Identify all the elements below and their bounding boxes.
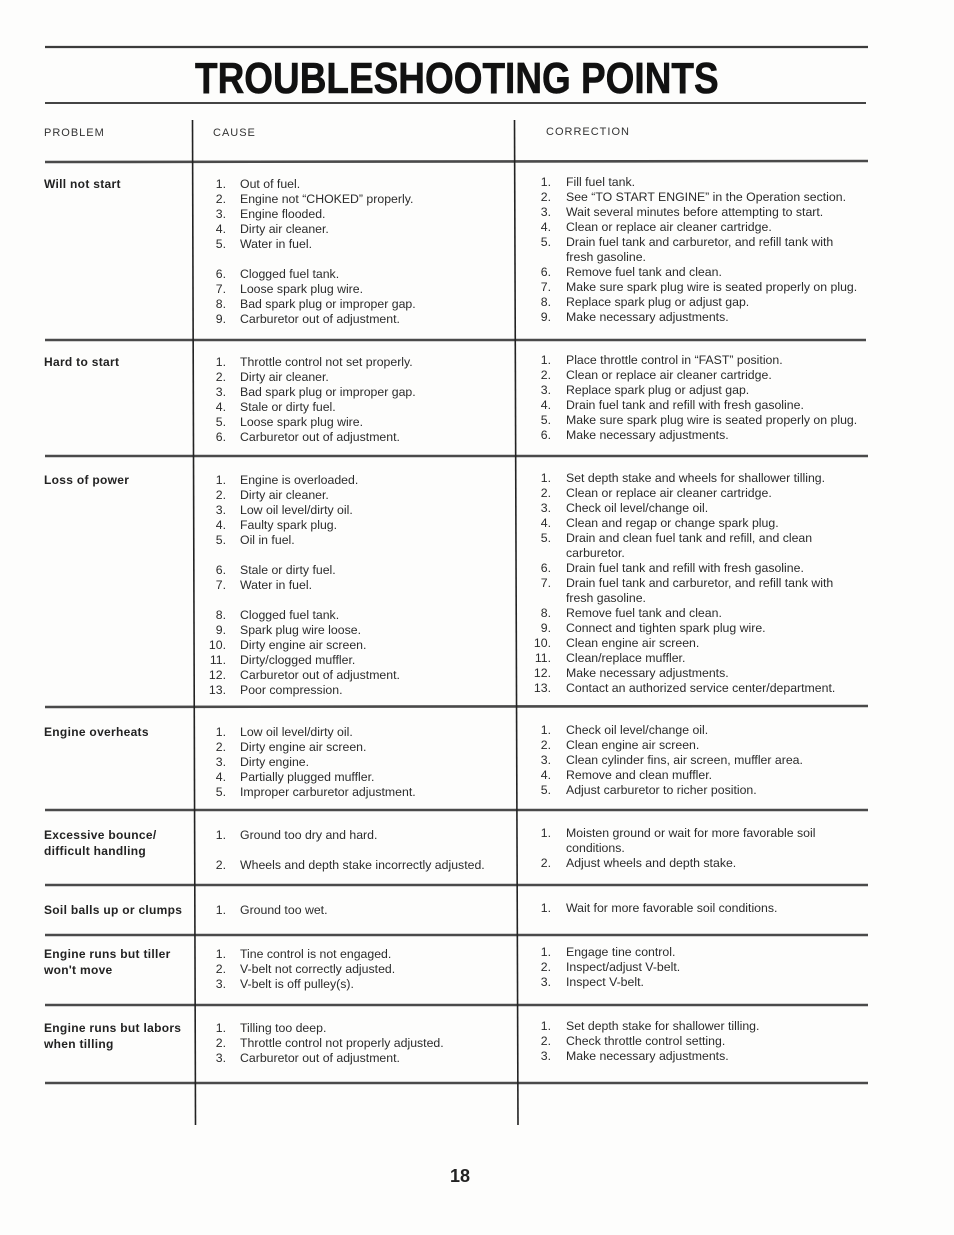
cause-text bbox=[226, 740, 510, 755]
column-header-problem: PROBLEM bbox=[44, 127, 105, 139]
correction-number: 1. bbox=[540, 175, 551, 189]
cause-number: 5. bbox=[215, 785, 226, 799]
cause-text-line: Partially plugged muffler. bbox=[240, 770, 375, 784]
cause-number: 1. bbox=[215, 828, 226, 842]
correction-text bbox=[551, 235, 868, 265]
cause-text-line: Bad spark plug or improper gap. bbox=[240, 297, 416, 311]
cause-text-line: Spark plug wire loose. bbox=[240, 623, 361, 637]
cause-number: 1. bbox=[215, 947, 226, 961]
cause-number: 1. bbox=[215, 1021, 226, 1035]
cause-number: 4. bbox=[215, 222, 226, 236]
correction-number: 13. bbox=[533, 681, 551, 695]
cause-text-line: Poor compression. bbox=[240, 683, 343, 697]
correction-text bbox=[551, 486, 868, 501]
cause-text bbox=[226, 282, 510, 297]
cause-number: 1. bbox=[215, 903, 226, 917]
page-number: 18 bbox=[449, 1166, 471, 1186]
cause-number: 2. bbox=[215, 740, 226, 754]
correction-text-line: Drain and clean fuel tank and refill, and clean bbox=[566, 531, 813, 545]
cause-number: 5. bbox=[215, 533, 226, 547]
correction-number: 11. bbox=[534, 651, 551, 665]
correction-number: 8. bbox=[540, 606, 551, 620]
correction-text-line: Check oil level/change oil. bbox=[566, 723, 709, 737]
problem-text: Excessive bounce/ bbox=[44, 828, 157, 842]
cause-text bbox=[226, 947, 510, 962]
correction-text-line: Set depth stake for shallower tilling. bbox=[566, 1019, 760, 1033]
problem-label bbox=[44, 355, 192, 371]
cause-text bbox=[226, 725, 510, 740]
correction-text bbox=[551, 960, 868, 975]
cause-number: 1. bbox=[215, 355, 226, 369]
cause-text-line: Ground too wet. bbox=[240, 903, 328, 917]
cause-text-line: Engine is overloaded. bbox=[240, 473, 359, 487]
correction-text bbox=[551, 398, 868, 413]
correction-text bbox=[551, 220, 868, 235]
cause-number: 4. bbox=[215, 400, 226, 414]
cause-text bbox=[226, 1021, 510, 1036]
problem-text: when tilling bbox=[44, 1036, 114, 1051]
cause-text-line: Stale or dirty fuel. bbox=[240, 400, 336, 414]
correction-text bbox=[551, 768, 868, 783]
correction-number: 3. bbox=[540, 975, 551, 989]
correction-text-line: Adjust wheels and depth stake. bbox=[566, 856, 737, 870]
cause-number: 3. bbox=[215, 207, 226, 221]
correction-text bbox=[551, 1034, 868, 1049]
correction-text-line: Drain fuel tank and refill with fresh gasoline. bbox=[566, 398, 804, 412]
cause-text-line: Tine control is not engaged. bbox=[240, 947, 392, 961]
cause-text bbox=[226, 770, 510, 785]
cause-number: 6. bbox=[215, 430, 226, 444]
cause-number: 7. bbox=[215, 282, 226, 296]
cause-number: 2. bbox=[215, 370, 226, 384]
cause-number: 3. bbox=[215, 977, 226, 991]
problem-text: Engine overheats bbox=[44, 725, 149, 739]
cause-text-line: Carburetor out of adjustment. bbox=[240, 312, 400, 326]
cause-text bbox=[226, 370, 510, 385]
cause-number: 9. bbox=[215, 312, 226, 326]
correction-text-line: Make necessary adjustments. bbox=[566, 428, 729, 442]
correction-number: 5. bbox=[540, 235, 551, 249]
correction-text bbox=[551, 205, 868, 220]
correction-text-line: carburetor. bbox=[566, 546, 625, 560]
correction-text bbox=[551, 501, 868, 516]
cause-text bbox=[226, 755, 510, 770]
correction-number: 2. bbox=[540, 486, 551, 500]
cause-text-line: Out of fuel. bbox=[240, 177, 301, 191]
correction-text bbox=[551, 975, 868, 990]
cause-text bbox=[226, 858, 510, 873]
cause-correction-list bbox=[196, 355, 868, 445]
problem-text: Will not start bbox=[44, 177, 121, 191]
correction-text bbox=[551, 265, 868, 280]
correction-number: 2. bbox=[540, 738, 551, 752]
correction-text-line: Clean engine air screen. bbox=[566, 636, 700, 650]
correction-text bbox=[551, 190, 868, 205]
cause-number: 2. bbox=[215, 962, 226, 976]
correction-text bbox=[551, 413, 868, 428]
correction-text bbox=[551, 1019, 868, 1034]
correction-text-line: Clean/replace muffler. bbox=[566, 651, 686, 665]
column-header-cause: CAUSE bbox=[213, 127, 256, 139]
cause-text bbox=[226, 1051, 510, 1066]
problem-text: won't move bbox=[44, 962, 113, 977]
cause-text-line: Throttle control not properly adjusted. bbox=[240, 1036, 444, 1050]
correction-number: 1. bbox=[540, 826, 551, 840]
correction-number: 5. bbox=[540, 531, 551, 545]
correction-number: 1. bbox=[540, 723, 551, 737]
cause-number: 1. bbox=[215, 725, 226, 739]
correction-number: 10. bbox=[533, 636, 551, 650]
correction-number: 2. bbox=[540, 1034, 551, 1048]
correction-text bbox=[551, 826, 868, 856]
cause-number: 8. bbox=[215, 608, 226, 622]
correction-text-line: Drain fuel tank and carburetor, and refill tank with bbox=[566, 576, 834, 590]
correction-number: 1. bbox=[540, 1019, 551, 1033]
cause-text bbox=[226, 962, 510, 977]
cause-text bbox=[226, 355, 510, 370]
cause-text bbox=[226, 653, 510, 668]
cause-number: 3. bbox=[215, 503, 226, 517]
cause-text-line: Dirty/clogged muffler. bbox=[240, 653, 356, 667]
correction-text-line: Adjust carburetor to richer position. bbox=[566, 783, 757, 797]
correction-text bbox=[551, 368, 868, 383]
cause-text-line: Dirty air cleaner. bbox=[240, 370, 329, 384]
column-header-correction: CORRECTION bbox=[546, 126, 630, 138]
correction-text bbox=[551, 636, 868, 651]
cause-text bbox=[226, 503, 510, 518]
correction-text-line: Remove fuel tank and clean. bbox=[566, 606, 722, 620]
cause-text-line: Wheels and depth stake incorrectly adjusted. bbox=[240, 858, 485, 872]
page-title: TROUBLESHOOTING POINTS bbox=[195, 54, 719, 103]
problem-text: Engine runs but tiller bbox=[44, 947, 171, 961]
correction-text bbox=[551, 738, 868, 753]
cause-number: 4. bbox=[215, 518, 226, 532]
cause-number: 12. bbox=[208, 668, 226, 682]
cause-number: 11. bbox=[209, 653, 226, 667]
correction-number: 7. bbox=[540, 576, 551, 590]
problem-label bbox=[44, 947, 192, 978]
cause-number: 2. bbox=[215, 192, 226, 206]
correction-number: 4. bbox=[540, 220, 551, 234]
correction-text-line: Remove and clean muffler. bbox=[566, 768, 713, 782]
cause-correction-list bbox=[196, 1021, 868, 1066]
cause-text bbox=[226, 623, 510, 638]
correction-number: 6. bbox=[540, 561, 551, 575]
correction-number: 2. bbox=[540, 368, 551, 382]
correction-text-line: Clean or replace air cleaner cartridge. bbox=[566, 220, 772, 234]
correction-text bbox=[551, 471, 868, 486]
cause-text bbox=[226, 267, 510, 282]
cause-text-line: Engine flooded. bbox=[240, 207, 326, 221]
correction-text bbox=[551, 516, 868, 531]
correction-text-line: Drain fuel tank and carburetor, and refill tank with bbox=[566, 235, 834, 249]
correction-text bbox=[551, 945, 868, 960]
correction-text-line: Clean and regap or change spark plug. bbox=[566, 516, 779, 530]
cause-text bbox=[226, 683, 510, 698]
cause-correction-list bbox=[196, 725, 868, 800]
cause-text bbox=[226, 578, 510, 608]
correction-text bbox=[551, 753, 868, 768]
cause-text-line: Oil in fuel. bbox=[240, 533, 295, 547]
correction-number: 1. bbox=[540, 901, 551, 915]
correction-text bbox=[551, 901, 868, 916]
correction-text bbox=[551, 175, 868, 190]
cause-text bbox=[226, 638, 510, 653]
cause-number: 4. bbox=[215, 770, 226, 784]
cause-text-line: Dirty engine air screen. bbox=[240, 740, 367, 754]
cause-text-line: Ground too dry and hard. bbox=[240, 828, 378, 842]
correction-text-line: Clean engine air screen. bbox=[566, 738, 700, 752]
cause-number: 7. bbox=[215, 578, 226, 592]
correction-text-line: Contact an authorized service center/department. bbox=[566, 681, 836, 695]
correction-number: 1. bbox=[540, 945, 551, 959]
cause-text bbox=[226, 608, 510, 623]
problem-label bbox=[44, 1021, 192, 1052]
cause-text-line: Bad spark plug or improper gap. bbox=[240, 385, 416, 399]
cause-text bbox=[226, 297, 510, 312]
cause-number: 13. bbox=[208, 683, 226, 697]
cause-text bbox=[226, 488, 510, 503]
correction-number: 3. bbox=[540, 1049, 551, 1063]
correction-text-line: Set depth stake and wheels for shallower tilling. bbox=[566, 471, 826, 485]
cause-text-line: Carburetor out of adjustment. bbox=[240, 430, 400, 444]
correction-text bbox=[551, 428, 868, 443]
cause-text-line: Dirty air cleaner. bbox=[240, 222, 329, 236]
cause-text bbox=[226, 415, 510, 430]
correction-text bbox=[551, 383, 868, 398]
correction-text-line: Moisten ground or wait for more favorable soil bbox=[566, 826, 816, 840]
cause-text-line: Water in fuel. bbox=[240, 237, 312, 251]
cause-text bbox=[226, 518, 510, 533]
correction-text bbox=[551, 1049, 868, 1064]
correction-text bbox=[551, 606, 868, 621]
cause-text-line: Clogged fuel tank. bbox=[240, 267, 340, 281]
correction-number: 6. bbox=[540, 428, 551, 442]
cause-number: 2. bbox=[215, 1036, 226, 1050]
cause-text-line: Stale or dirty fuel. bbox=[240, 563, 336, 577]
correction-text-line: Check oil level/change oil. bbox=[566, 501, 709, 515]
correction-text-line: fresh gasoline. bbox=[566, 250, 646, 264]
cause-text-line: Carburetor out of adjustment. bbox=[240, 1051, 400, 1065]
correction-number: 9. bbox=[540, 310, 551, 324]
cause-text bbox=[226, 192, 510, 207]
correction-text-line: Drain fuel tank and refill with fresh gasoline. bbox=[566, 561, 804, 575]
cause-text bbox=[226, 430, 510, 445]
cause-text bbox=[226, 563, 510, 578]
correction-text bbox=[551, 723, 868, 738]
correction-text bbox=[551, 295, 868, 310]
correction-text bbox=[551, 856, 868, 871]
correction-number: 1. bbox=[540, 471, 551, 485]
correction-text-line: Make sure spark plug wire is seated properly on plug. bbox=[566, 413, 858, 427]
cause-number: 2. bbox=[215, 858, 226, 872]
correction-text bbox=[551, 666, 868, 681]
cause-text-line: Loose spark plug wire. bbox=[240, 415, 364, 429]
cause-number: 9. bbox=[215, 623, 226, 637]
cause-text-line: Low oil level/dirty oil. bbox=[240, 725, 353, 739]
cause-text-line: Faulty spark plug. bbox=[240, 518, 338, 532]
cause-text bbox=[226, 903, 510, 918]
correction-text-line: See “TO START ENGINE” in the Operation section. bbox=[566, 190, 846, 204]
cause-text bbox=[226, 222, 510, 237]
cause-text bbox=[226, 828, 510, 858]
cause-text bbox=[226, 207, 510, 222]
correction-text-line: Place throttle control in “FAST” position. bbox=[566, 353, 783, 367]
correction-number: 3. bbox=[540, 205, 551, 219]
cause-text-line: Tilling too deep. bbox=[240, 1021, 327, 1035]
cause-text-line: Dirty engine air screen. bbox=[240, 638, 367, 652]
correction-text-line: Clean or replace air cleaner cartridge. bbox=[566, 368, 772, 382]
problem-text: Loss of power bbox=[44, 473, 130, 487]
correction-text bbox=[551, 310, 868, 325]
correction-number: 2. bbox=[540, 960, 551, 974]
cause-text-line: Loose spark plug wire. bbox=[240, 282, 364, 296]
correction-text bbox=[551, 651, 868, 666]
cause-number: 1. bbox=[215, 473, 226, 487]
problem-text: Engine runs but labors bbox=[44, 1021, 182, 1035]
correction-number: 4. bbox=[540, 516, 551, 530]
cause-number: 5. bbox=[215, 415, 226, 429]
correction-text-line: Inspect/adjust V-belt. bbox=[566, 960, 681, 974]
correction-text-line: Remove fuel tank and clean. bbox=[566, 265, 722, 279]
cause-text-line: V-belt is off pulley(s). bbox=[240, 977, 354, 991]
cause-text-line: Improper carburetor adjustment. bbox=[240, 785, 416, 799]
cause-text-line: Carburetor out of adjustment. bbox=[240, 668, 400, 682]
correction-text-line: Wait several minutes before attempting to start. bbox=[566, 205, 824, 219]
cause-number: 6. bbox=[215, 267, 226, 281]
correction-number: 4. bbox=[540, 398, 551, 412]
correction-text-line: Replace spark plug or adjust gap. bbox=[566, 383, 750, 397]
cause-text bbox=[226, 533, 510, 563]
cause-correction-list bbox=[196, 903, 868, 918]
cause-text bbox=[226, 177, 510, 192]
correction-text-line: Clean or replace air cleaner cartridge. bbox=[566, 486, 772, 500]
correction-text-line: Make necessary adjustments. bbox=[566, 1049, 729, 1063]
correction-text-line: Make sure spark plug wire is seated properly on plug. bbox=[566, 280, 858, 294]
cause-text bbox=[226, 785, 510, 800]
cause-number: 3. bbox=[215, 755, 226, 769]
correction-text bbox=[551, 681, 868, 696]
correction-number: 5. bbox=[540, 413, 551, 427]
problem-text: Soil balls up or clumps bbox=[44, 903, 183, 917]
correction-number: 5. bbox=[540, 783, 551, 797]
problem-text: difficult handling bbox=[44, 843, 147, 858]
correction-text-line: Clean cylinder fins, air screen, muffler area. bbox=[566, 753, 803, 767]
correction-number: 3. bbox=[540, 501, 551, 515]
correction-text-line: Connect and tighten spark plug wire. bbox=[566, 621, 766, 635]
cause-correction-list bbox=[196, 828, 868, 873]
correction-text-line: fresh gasoline. bbox=[566, 591, 646, 605]
cause-number: 3. bbox=[215, 385, 226, 399]
cause-number: 8. bbox=[215, 297, 226, 311]
problem-label bbox=[44, 903, 192, 919]
correction-number: 12. bbox=[533, 666, 551, 680]
correction-text-line: Make necessary adjustments. bbox=[566, 310, 729, 324]
cause-number: 2. bbox=[215, 488, 226, 502]
correction-number: 4. bbox=[540, 768, 551, 782]
correction-text bbox=[551, 561, 868, 576]
correction-text-line: Make necessary adjustments. bbox=[566, 666, 729, 680]
correction-number: 8. bbox=[540, 295, 551, 309]
cause-correction-list bbox=[196, 947, 868, 992]
problem-label bbox=[44, 828, 192, 859]
correction-text bbox=[551, 280, 868, 295]
correction-text bbox=[551, 783, 868, 798]
correction-text bbox=[551, 531, 868, 561]
cause-text-line: Clogged fuel tank. bbox=[240, 608, 340, 622]
correction-text-line: Wait for more favorable soil conditions. bbox=[566, 901, 778, 915]
cause-number: 1. bbox=[215, 177, 226, 191]
correction-text-line: Inspect V-belt. bbox=[566, 975, 644, 989]
cause-text-line: V-belt not correctly adjusted. bbox=[240, 962, 396, 976]
correction-text-line: Replace spark plug or adjust gap. bbox=[566, 295, 750, 309]
cause-text bbox=[226, 668, 510, 683]
cause-text bbox=[226, 473, 510, 488]
problem-label bbox=[44, 473, 192, 489]
cause-text bbox=[226, 977, 510, 992]
cause-number: 5. bbox=[215, 237, 226, 251]
correction-text bbox=[551, 353, 868, 368]
cause-number: 3. bbox=[215, 1051, 226, 1065]
correction-number: 3. bbox=[540, 383, 551, 397]
correction-text-line: Check throttle control setting. bbox=[566, 1034, 726, 1048]
cause-text bbox=[226, 385, 510, 400]
cause-correction-list bbox=[196, 177, 868, 327]
correction-text bbox=[551, 621, 868, 636]
correction-number: 2. bbox=[540, 856, 551, 870]
correction-text-line: Engage tine control. bbox=[566, 945, 676, 959]
correction-number: 9. bbox=[540, 621, 551, 635]
cause-number: 10. bbox=[208, 638, 226, 652]
cause-text-line: Dirty engine. bbox=[240, 755, 310, 769]
correction-text-line: Fill fuel tank. bbox=[566, 175, 636, 189]
cause-text bbox=[226, 1036, 510, 1051]
cause-text bbox=[226, 400, 510, 415]
cause-text-line: Throttle control not set properly. bbox=[240, 355, 413, 369]
correction-number: 6. bbox=[540, 265, 551, 279]
correction-number: 1. bbox=[540, 353, 551, 367]
cause-text-line: Engine not “CHOKED” properly. bbox=[240, 192, 414, 206]
cause-text-line: Dirty air cleaner. bbox=[240, 488, 329, 502]
cause-text bbox=[226, 312, 510, 327]
cause-text-line: Water in fuel. bbox=[240, 578, 312, 592]
cause-correction-list bbox=[196, 473, 868, 698]
cause-text bbox=[226, 237, 510, 267]
correction-text-line: conditions. bbox=[566, 841, 625, 855]
problem-text: Hard to start bbox=[44, 355, 120, 369]
correction-number: 3. bbox=[540, 753, 551, 767]
problem-label bbox=[44, 177, 192, 193]
cause-text-line: Low oil level/dirty oil. bbox=[240, 503, 353, 517]
problem-label bbox=[44, 725, 192, 741]
cause-number: 6. bbox=[215, 563, 226, 577]
correction-number: 7. bbox=[540, 280, 551, 294]
correction-number: 2. bbox=[540, 190, 551, 204]
correction-text bbox=[551, 576, 868, 606]
